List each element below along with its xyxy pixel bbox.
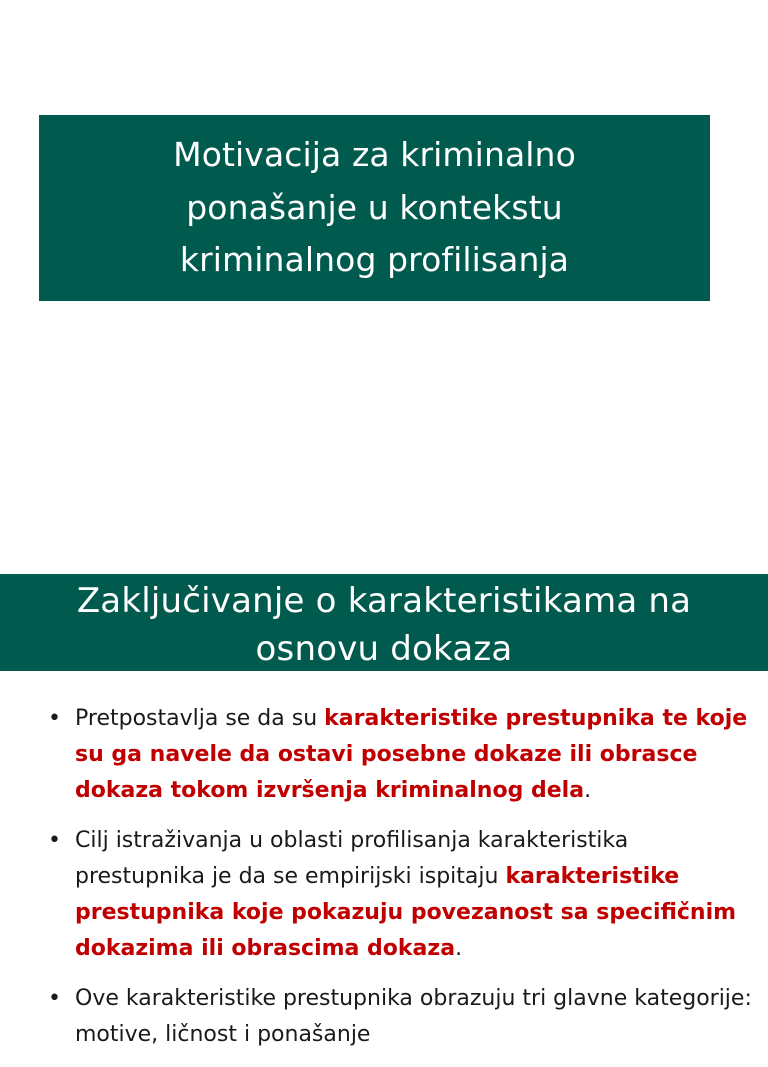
section-title: Zaključivanje o karakteristikama na osnovu dokaza: [76, 581, 692, 669]
section-title-banner: [0, 574, 768, 671]
bullet-text: Pretpostavlja se da su: [75, 706, 325, 731]
bullet-list: [48, 701, 763, 1067]
bullet-dot-icon: •: [48, 828, 61, 853]
bullet-item: [48, 823, 763, 967]
bullet-item: [48, 701, 763, 809]
slide-title-banner: [39, 115, 710, 301]
bullet-dot-icon: •: [48, 986, 61, 1011]
bullet-text: Cilj istraživanja u oblasti profilisanja karakteristika prestupnika je da se empirijski ispitaju: [75, 828, 629, 889]
bullet-end: .: [455, 936, 463, 961]
slide-title: Motivacija za kriminalno ponašanje u kontekstu kriminalnog profilisanja: [173, 134, 576, 280]
bullet-end: .: [584, 778, 592, 803]
bullet-text: Ove karakteristike prestupnika obrazuju tri glavne kategorije: motive, ličnost i ponašanje: [75, 986, 752, 1047]
bullet-highlight: karakteristike prestupnika koje pokazuju povezanost sa specifičnim dokazima ili obrascima dokaza: [75, 864, 737, 961]
bullet-dot-icon: •: [48, 706, 61, 731]
bullet-highlight: karakteristike prestupnika te koje su ga navele da ostavi posebne dokaze ili obrasce dokaza tokom izvršenja kriminalnog dela: [75, 706, 748, 803]
bullet-item: [48, 981, 763, 1053]
